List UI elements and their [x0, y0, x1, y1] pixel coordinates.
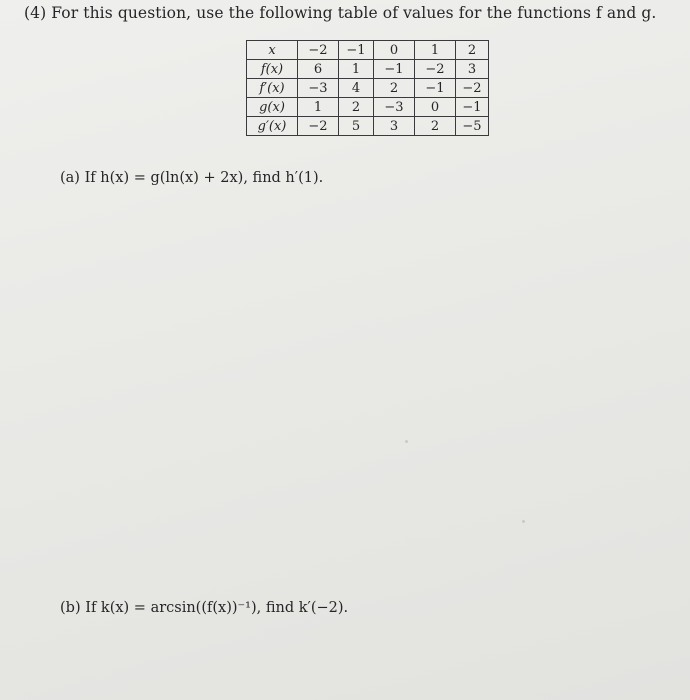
table-cell: 4: [339, 79, 374, 98]
table-cell: −1: [339, 41, 374, 60]
table-row: [247, 98, 489, 117]
table-cell: −2: [298, 41, 339, 60]
table-cell: 3: [456, 60, 489, 79]
table-cell: 0: [415, 98, 456, 117]
table-cell: 6: [298, 60, 339, 79]
row-label: x: [247, 41, 298, 60]
table-cell: 2: [456, 41, 489, 60]
row-label: f(x): [247, 60, 298, 79]
table-cell: −3: [374, 98, 415, 117]
part-a-text: If h(x) = g(ln(x) + 2x), find h′(1).: [84, 170, 324, 186]
paper-speck: [522, 520, 525, 523]
table-cell: 0: [374, 41, 415, 60]
part-a-label: (a): [60, 170, 80, 186]
question-number: (4): [24, 4, 47, 22]
table-cell: 2: [374, 79, 415, 98]
table-cell: −2: [456, 79, 489, 98]
paper-speck: [405, 440, 408, 443]
question-prompt: [24, 4, 656, 22]
part-b-label: (b): [60, 600, 81, 616]
row-label: g(x): [247, 98, 298, 117]
row-label: g′(x): [247, 117, 298, 136]
table-cell: 5: [339, 117, 374, 136]
values-table: [246, 40, 489, 136]
table-cell: −1: [374, 60, 415, 79]
table-cell: −3: [298, 79, 339, 98]
row-label: f′(x): [247, 79, 298, 98]
table-row: [247, 41, 489, 60]
table-cell: −2: [298, 117, 339, 136]
table-row: [247, 79, 489, 98]
table-cell: 3: [374, 117, 415, 136]
part-b: [60, 600, 348, 616]
table-cell: −1: [456, 98, 489, 117]
part-a: [60, 170, 323, 186]
question-text: For this question, use the following table of values for the functions f and g.: [51, 4, 657, 22]
table-cell: 1: [339, 60, 374, 79]
table-cell: −1: [415, 79, 456, 98]
table-cell: 1: [415, 41, 456, 60]
part-b-text: If k(x) = arcsin((f(x))⁻¹), find k′(−2).: [85, 600, 349, 616]
table-row: [247, 60, 489, 79]
table-cell: 2: [415, 117, 456, 136]
table-row: [247, 117, 489, 136]
table-cell: 1: [298, 98, 339, 117]
table-cell: −2: [415, 60, 456, 79]
table-cell: 2: [339, 98, 374, 117]
table-cell: −5: [456, 117, 489, 136]
